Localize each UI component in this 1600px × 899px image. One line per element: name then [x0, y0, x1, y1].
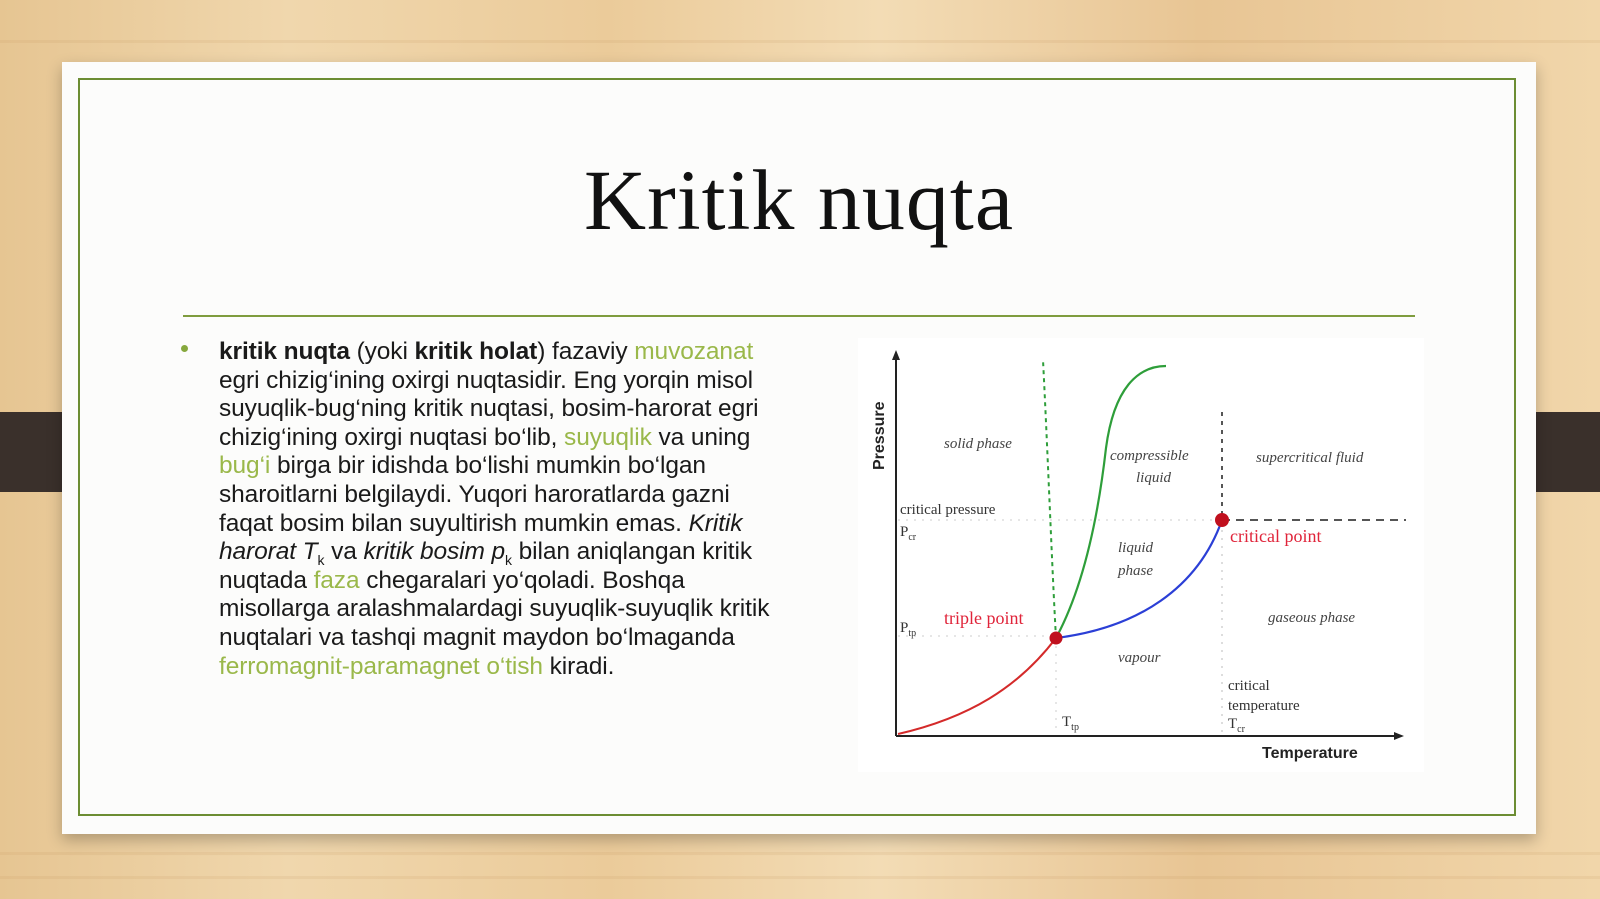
x-axis-label: Temperature	[1262, 745, 1358, 762]
link-bugi[interactable]: bug‘i	[219, 452, 271, 480]
t-tp-subscript: tp	[1071, 722, 1079, 733]
text-run: chegaralari yo‘qoladi. Boshqa misollarga aralashmalardagi suyuqlik-suyuqlik kritik nuqtalari va tashqi magnit maydon bo‘lmaganda	[219, 566, 770, 651]
subscript-k: k	[505, 552, 512, 569]
label-critical-point: critical point	[1230, 526, 1322, 546]
label-compressible-liquid-1: compressible	[1110, 448, 1189, 464]
label-gaseous-phase: gaseous phase	[1268, 610, 1356, 626]
x-axis-arrow	[1394, 732, 1404, 740]
p-tp-symbol: P	[900, 620, 909, 636]
fusion-curve-anomalous	[1043, 360, 1056, 638]
t-cr-symbol: T	[1228, 716, 1238, 732]
slide-title: Kritik nuqta	[584, 152, 1014, 248]
text-run: egri chizig‘ining oxirgi nuqtasidir. Eng yorqin misol suyuqlik-bug‘ning kritik nuqtasi, bosim-harorat egri chizig‘ining oxirgi nuqtasi bo‘lib,	[219, 366, 759, 451]
text-run: (yoki	[349, 338, 415, 365]
y-axis-arrow	[892, 350, 900, 360]
t-tp-symbol: T	[1062, 714, 1072, 730]
wood-grain	[0, 40, 1600, 43]
wood-grain	[0, 852, 1600, 855]
text-run: kiradi.	[542, 652, 615, 680]
term-kritik-harorat: Kritik harorat T	[219, 509, 743, 566]
term-kritik-nuqta: kritik nuqta	[219, 338, 350, 365]
label-t-tp	[1062, 714, 1079, 733]
sublimation-curve	[898, 638, 1056, 734]
phase-diagram-svg	[858, 338, 1424, 772]
term-kritik-holat: kritik holat	[414, 338, 538, 365]
link-ferromagnit-paramagnet[interactable]: ferromagnit-paramagnet o‘tish	[219, 652, 543, 680]
bullet-paragraph	[219, 338, 779, 681]
wood-grain	[0, 876, 1600, 879]
label-solid-phase: solid phase	[944, 436, 1012, 452]
p-cr-symbol: P	[900, 524, 909, 540]
label-critical-pressure: critical pressure	[900, 502, 996, 518]
link-muvozanat[interactable]: muvozanat	[634, 338, 754, 365]
t-cr-subscript: cr	[1237, 724, 1245, 735]
bullet-dot	[181, 345, 188, 352]
critical-point-marker	[1215, 513, 1229, 527]
text-run: birga bir idishda bo‘lishi mumkin bo‘lgan sharoitlarni belgilaydi. Yuqori haroratlarda gazni faqat bosim bilan suyultirish mumkin emas.	[219, 452, 730, 537]
label-supercritical-fluid: supercritical fluid	[1256, 450, 1364, 466]
label-triple-point: triple point	[944, 608, 1024, 628]
label-liquid-phase-2: phase	[1118, 563, 1153, 579]
p-cr-subscript: cr	[908, 532, 917, 543]
label-liquid-phase-1: liquid	[1118, 540, 1154, 556]
label-compressible-liquid-2: liquid	[1136, 470, 1172, 486]
title-underline	[183, 315, 1415, 317]
label-p-cr	[900, 524, 917, 543]
triple-point-marker	[1050, 632, 1063, 645]
label-critical-temperature-1: critical	[1228, 678, 1270, 694]
slide	[62, 62, 1536, 834]
text-run: bilan aniqlangan kritik nuqtada	[219, 538, 752, 594]
text-run: va uning	[651, 423, 751, 451]
term-kritik-bosim: kritik bosim p	[363, 538, 506, 566]
phase-diagram	[858, 338, 1424, 772]
text-run: va	[324, 538, 364, 566]
subscript-k: k	[317, 552, 325, 569]
label-p-tp	[900, 620, 916, 639]
link-suyuqlik[interactable]: suyuqlik	[564, 423, 652, 451]
y-axis-label: Pressure	[871, 401, 888, 470]
label-t-cr	[1228, 716, 1246, 735]
text-run: ) fazaviy	[537, 338, 635, 365]
p-tp-subscript: tp	[908, 628, 917, 639]
link-faza[interactable]: faza	[313, 566, 360, 594]
label-critical-temperature-2: temperature	[1228, 698, 1300, 714]
label-vapour: vapour	[1118, 650, 1161, 666]
fusion-curve	[1056, 366, 1166, 638]
